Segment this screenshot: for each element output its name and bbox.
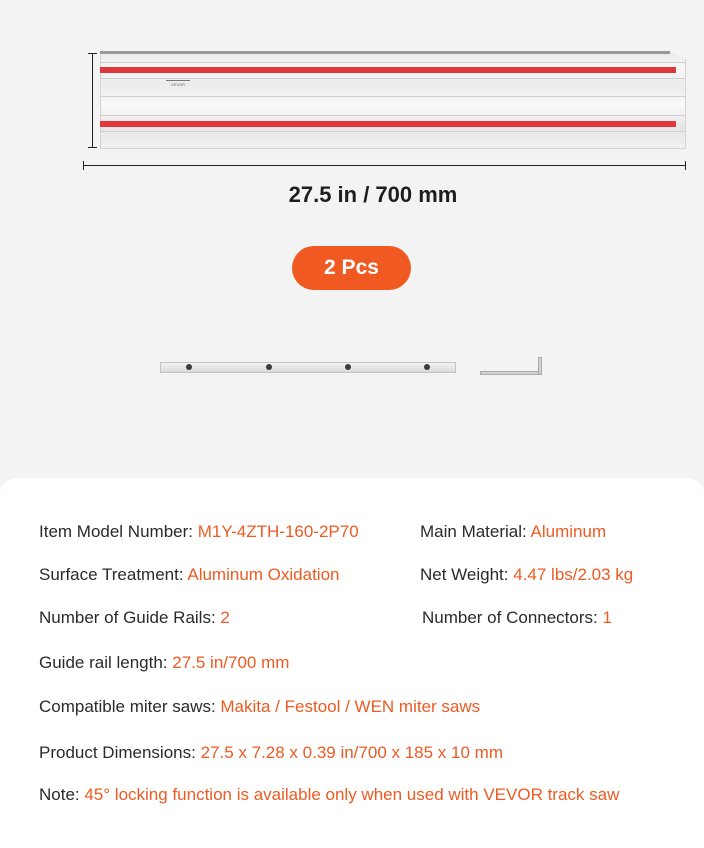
spec-value: Makita / Festool / WEN miter saws [220, 697, 481, 716]
spec-label: Compatible miter saws: [39, 697, 221, 716]
width-dimension-tick-left [83, 161, 84, 170]
specifications-card [0, 478, 704, 848]
spec-value: M1Y-4ZTH-160-2P70 [197, 522, 359, 541]
hex-key-icon [480, 371, 542, 375]
spec-label: Guide rail length: [39, 653, 173, 672]
screw-icon [266, 364, 272, 370]
rail-brand-logo: VEVOR [166, 80, 190, 89]
connector-bar-image [160, 362, 456, 373]
spec-value: 27.5 in/700 mm [172, 653, 290, 672]
spec-value: 27.5 x 7.28 x 0.39 in/700 x 185 x 10 mm [200, 743, 503, 762]
spec-label: Product Dimensions: [39, 743, 201, 762]
width-dimension-line [83, 165, 685, 166]
hex-key-handle [538, 357, 542, 375]
spec-label: Item Model Number: [39, 522, 198, 541]
spec-guide-rails [39, 608, 230, 628]
spec-label: Surface Treatment: [39, 565, 188, 584]
rail-groove [100, 131, 686, 132]
rail-groove [100, 62, 686, 63]
rail-groove [100, 96, 686, 97]
screw-icon [345, 364, 351, 370]
spec-label: Number of Connectors: [422, 608, 603, 627]
spec-rail-length [39, 653, 289, 673]
spec-product-dimensions [39, 743, 503, 763]
spec-net-weight [420, 565, 633, 585]
screw-icon [424, 364, 430, 370]
rail-top-edge [100, 51, 670, 54]
rail-groove [100, 115, 686, 116]
height-dimension-line [92, 53, 93, 148]
spec-main-material [420, 522, 606, 542]
spec-value: 4.47 lbs/2.03 kg [513, 565, 634, 584]
rail-friction-strip-bottom [100, 121, 676, 127]
screw-icon [186, 364, 192, 370]
rail-groove [100, 78, 686, 79]
spec-compatible-saws [39, 697, 480, 717]
spec-value: 45° locking function is available only when used with VEVOR track saw [84, 785, 620, 804]
spec-value: Aluminum [530, 522, 607, 541]
spec-label: Note: [39, 785, 85, 804]
spec-label: Main Material: [420, 522, 531, 541]
quantity-badge: 2 Pcs [292, 246, 411, 290]
spec-value: Aluminum Oxidation [187, 565, 340, 584]
width-dimension-label: 27.5 in / 700 mm [288, 182, 458, 207]
height-dimension-tick-bottom [88, 147, 97, 148]
width-dimension-tick-right [685, 161, 686, 170]
spec-item-model [39, 522, 359, 542]
spec-label: Number of Guide Rails: [39, 608, 221, 627]
spec-connectors [422, 608, 612, 628]
spec-label: Net Weight: [420, 565, 514, 584]
spec-surface-treatment [39, 565, 339, 585]
rail-friction-strip-top [100, 67, 676, 73]
guide-rail-image [100, 51, 686, 149]
spec-value: 1 [602, 608, 612, 627]
spec-note [39, 785, 619, 805]
height-dimension-tick-top [88, 53, 97, 54]
spec-value: 2 [220, 608, 230, 627]
